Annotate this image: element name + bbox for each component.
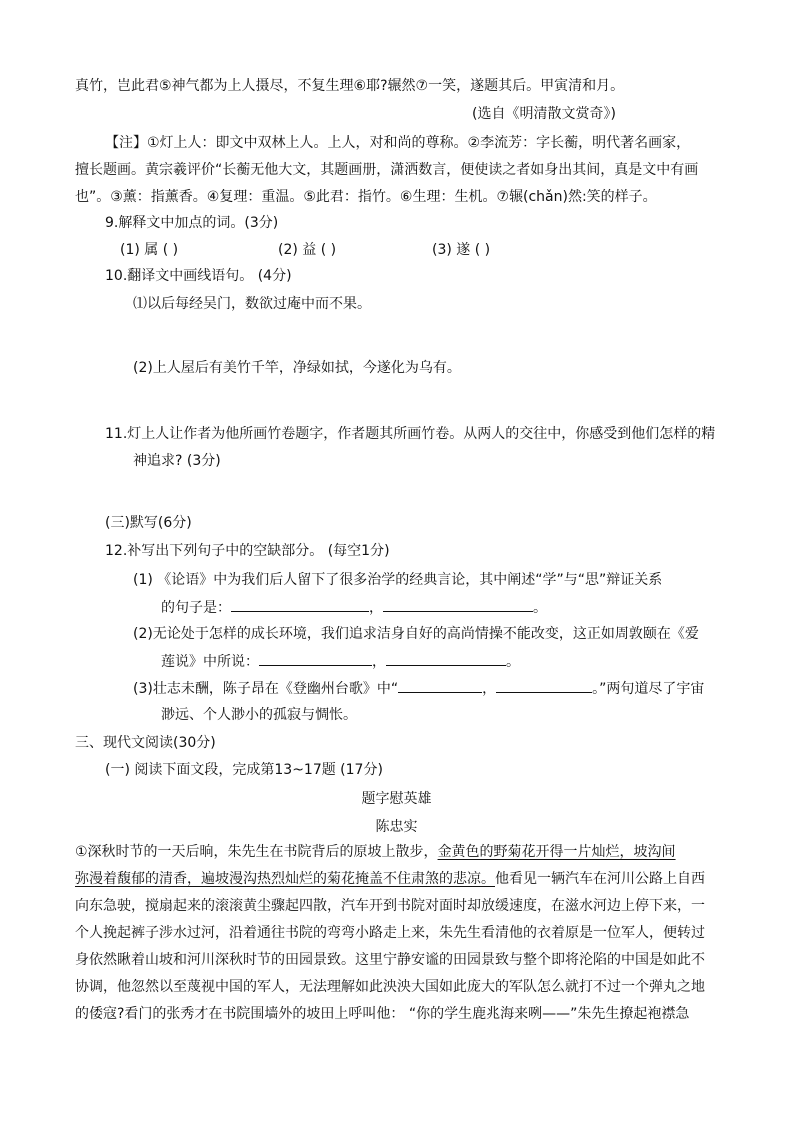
period: 。	[506, 654, 520, 670]
article-line-1	[75, 842, 676, 862]
passage-tail: 真竹，岂此君⑤神气都为上人摄尽，不复生理⑥耶?辗然⑦一笑，遂题其后。甲寅清和月。	[75, 78, 625, 94]
underlined-text: 弥漫着馥郁的清香，遍坡漫沟热烈灿烂的菊花掩盖不住肃煞的悲凉。	[75, 871, 495, 887]
q9-title: 9.解释文中加点的词。(3分)	[105, 215, 279, 231]
q12-1-line-2	[161, 597, 547, 618]
article-line-4: 个人挽起裤子涉水过河，沿着通往书院的弯弯小路走上来，朱先生看清他的衣着原是一位军人，便转过	[75, 925, 705, 941]
q12-2-line-1: (2)无论处于怎样的成长环境，我们追求洁身自好的高尚情操不能改变，这正如周敦颐在《爱	[133, 626, 699, 642]
q12-3-prefix: (3)壮志未酬，陈子昂在《登幽州台歌》中“	[133, 681, 399, 697]
text-run: 他看见一辆汽车在河川公路上自西	[495, 871, 705, 887]
q10-item-2: (2)上人屋后有美竹千竿，净绿如拭，今遂化为乌有。	[133, 360, 461, 376]
q12-2-prefix: 莲说》中所说：	[161, 654, 259, 670]
answer-blank[interactable]	[398, 678, 482, 693]
comma: ，	[369, 600, 383, 616]
section-dictation: (三)默写(6分)	[105, 515, 192, 531]
q10-title: 10.翻译文中画线语句。 (4分)	[105, 268, 292, 284]
underlined-text: 金黄色的野菊花开得一片灿烂，坡沟间	[437, 844, 676, 860]
answer-blank[interactable]	[259, 651, 372, 666]
source-note: (选自《明清散文赏奇》)	[472, 106, 616, 122]
comma: ，	[372, 654, 386, 670]
article-author: 陈忠实	[375, 819, 418, 835]
q9-item-3: (3) 遂 ( )	[432, 242, 491, 258]
notes-line-3: 也”。③薰：指薰香。④复理：重温。⑤此君：指竹。⑥生理：生机。⑦辗(chǎn)然:笑的样子。	[75, 189, 657, 205]
q12-2-line-2	[161, 651, 520, 672]
q12-3-line-2: 渺远、个人渺小的孤寂与惆怅。	[161, 707, 357, 723]
article-line-7: 的倭寇?看门的张秀才在书院围墙外的坡田上呼叫他： “你的学生鹿兆海来咧——”朱先生撩起袍襟急	[75, 1006, 690, 1022]
q12-3-suffix: 。”两句道尽了宇宙	[592, 681, 705, 697]
notes-line-2: 擅长题画。黄宗羲评价“长蘅无他大文，其题画册，潇洒数言，便使读之者如身出其间，真是文中有画	[75, 162, 699, 178]
notes-line-1: 【注】①灯上人：即文中双林上人。上人，对和尚的尊称。②李流芳：字长蘅，明代著名画家，	[105, 135, 691, 151]
answer-blank[interactable]	[386, 651, 506, 666]
q12-3-line-1	[133, 678, 704, 699]
section-modern-reading: 三、现代文阅读(30分)	[75, 735, 216, 751]
comma: ，	[482, 681, 497, 697]
q12-1-line-1: (1) 《论语》中为我们后人留下了很多治学的经典言论，其中阐述“学”与“思”辩证关系	[133, 572, 663, 588]
text-run: ①深秋时节的一天后晌，朱先生在书院背后的原坡上散步，	[75, 844, 438, 860]
answer-blank[interactable]	[496, 678, 592, 693]
article-line-6: 协调，他忽然以至蔑视中国的军人，无法理解如此泱泱大国如此庞大的军队怎么就打不过一个弹丸之地	[75, 979, 705, 995]
q10-item-1: ⑴以后每经吴门，数欲过庵中而不果。	[133, 296, 371, 312]
article-line-3: 向东急驶，搅扇起来的滚滚黄尘骤起四散，汽车开到书院对面时却放缓速度，在滋水河边上停下来，一	[75, 898, 705, 914]
answer-blank[interactable]	[383, 597, 533, 612]
q12-1-prefix: 的句子是：	[161, 600, 231, 616]
q11-line-2: 神追求? (3分)	[133, 453, 221, 469]
answer-blank[interactable]	[231, 597, 369, 612]
subsection-1: (一) 阅读下面文段，完成第13~17题 (17分)	[105, 762, 383, 778]
article-line-2	[75, 869, 705, 889]
period: 。	[533, 600, 547, 616]
q9-item-2: (2) 益 ( )	[278, 242, 337, 258]
article-title: 题字慰英雄	[361, 791, 432, 807]
q9-item-1: (1) 属 ( )	[120, 242, 179, 258]
article-line-5: 身依然瞅着山坡和河川深秋时节的田园景致。这里宁静安谧的田园景致与整个即将沦陷的中国是如此不	[75, 952, 705, 968]
q12-title: 12.补写出下列句子中的空缺部分。 (每空1分)	[105, 543, 390, 559]
q11-line-1: 11.灯上人让作者为他所画竹卷题字，作者题其所画竹卷。从两人的交往中，你感受到他们怎样的精	[105, 426, 716, 442]
